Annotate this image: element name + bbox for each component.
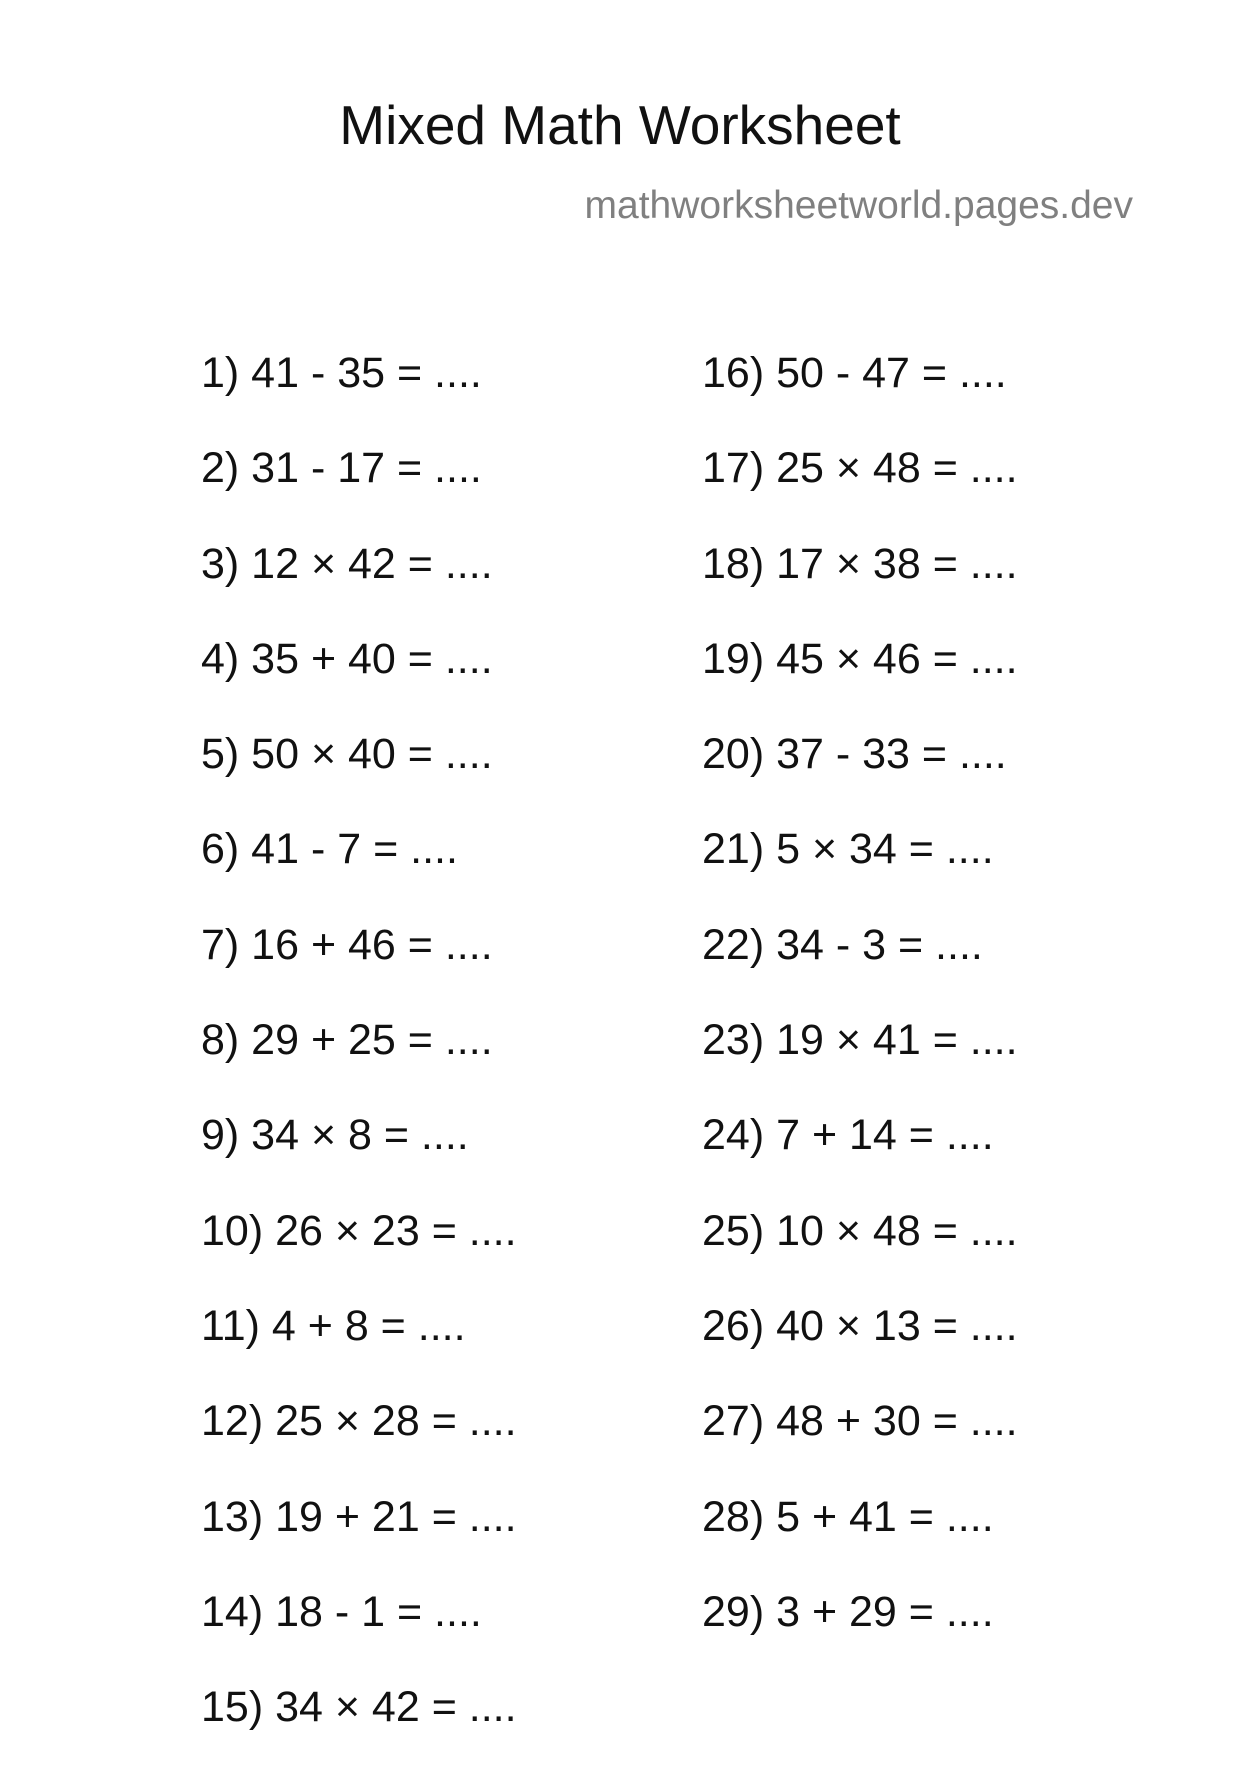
math-problem: 28) 5 + 41 = ....: [702, 1492, 994, 1541]
source-website: mathworksheetworld.pages.dev: [584, 184, 1133, 227]
math-problem: 1) 41 - 35 = ....: [201, 349, 482, 397]
math-problem: 14) 18 - 1 = ....: [201, 1587, 482, 1636]
math-problem: 15) 34 × 42 = ....: [201, 1683, 517, 1732]
math-problem: 12) 25 × 28 = ....: [201, 1397, 517, 1446]
math-problem: 19) 45 × 46 = ....: [702, 634, 1018, 683]
math-problem: 9) 34 × 8 = ....: [201, 1111, 469, 1160]
math-problem: 11) 4 + 8 = ....: [201, 1301, 466, 1350]
math-problem: 22) 34 - 3 = ....: [702, 920, 983, 969]
math-problem: 26) 40 × 13 = ....: [702, 1301, 1018, 1350]
math-problem: 21) 5 × 34 = ....: [702, 825, 994, 874]
math-problem: 8) 29 + 25 = ....: [201, 1016, 493, 1065]
math-problem: 4) 35 + 40 = ....: [201, 634, 493, 683]
math-problem: 13) 19 + 21 = ....: [201, 1492, 517, 1541]
math-problem: 25) 10 × 48 = ....: [702, 1206, 1018, 1255]
problem-column-left: [201, 349, 517, 1781]
math-problem: 7) 16 + 46 = ....: [201, 920, 493, 969]
math-problem: 16) 50 - 47 = ....: [702, 349, 1007, 397]
math-problem: 17) 25 × 48 = ....: [702, 444, 1018, 493]
math-problem: 5) 50 × 40 = ....: [201, 730, 493, 779]
problem-column-right: [702, 349, 1018, 1686]
math-problem: 6) 41 - 7 = ....: [201, 825, 458, 874]
worksheet-title: Mixed Math Worksheet: [339, 94, 901, 156]
math-problem: 27) 48 + 30 = ....: [702, 1397, 1018, 1446]
math-problem: 24) 7 + 14 = ....: [702, 1111, 994, 1160]
math-problem: 3) 12 × 42 = ....: [201, 539, 493, 588]
math-problem: 23) 19 × 41 = ....: [702, 1016, 1018, 1065]
math-problem: 2) 31 - 17 = ....: [201, 444, 482, 493]
math-problem: 18) 17 × 38 = ....: [702, 539, 1018, 588]
math-problem: 10) 26 × 23 = ....: [201, 1206, 517, 1255]
math-problem: 20) 37 - 33 = ....: [702, 730, 1007, 779]
math-problem: 29) 3 + 29 = ....: [702, 1587, 994, 1636]
